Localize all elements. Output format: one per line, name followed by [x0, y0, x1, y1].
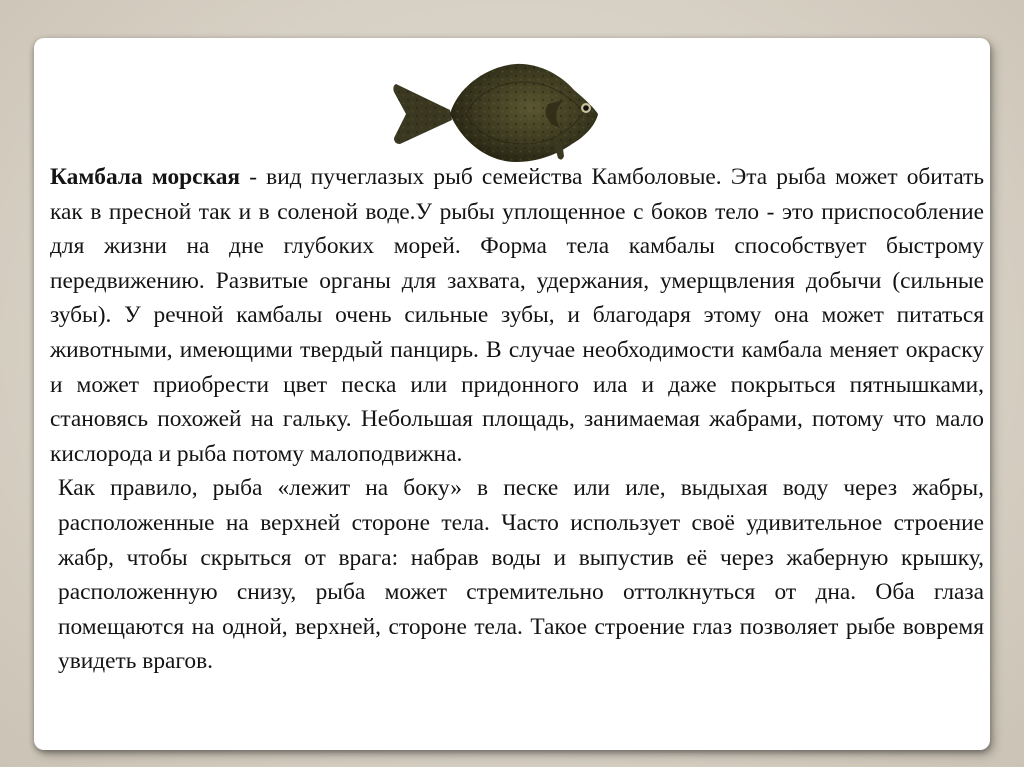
content-card [34, 38, 990, 750]
flounder-fish-icon [388, 38, 606, 166]
paragraph-1 [50, 160, 984, 471]
paragraph-2: Как правило, рыба «лежит на боку» в песке или иле, выдыхая воду через жабры, расположенные на верхней стороне тела. Часто использует своё удивительное строение жабр, чтобы скрыться от врага: набрав воды и выпустив её через жаберную крышку, расположенную снизу, рыба может стремительно оттолкнуться от дна. Оба глаза помещаются на одной, верхней, стороне тела. Такое строение глаз позволяет рыбе вовремя увидеть врагов. [58, 475, 984, 675]
article-text [50, 160, 984, 679]
term-title: Камбала морская [50, 164, 241, 190]
paragraph-1-body: - вид пучеглазых рыб семейства Камболовые. Эта рыба может обитать как в пресной так и в соленой воде.У рыбы уплощенное с боков тело - это приспособление для жизни на дне глубоких морей. Форма тела камбалы способствует быстрому передвижению. Развитые органы для захвата, удержания, умерщвления добычи (сильные зубы). У речной камбалы очень сильные зубы, и благодаря этому она может питаться животными, имеющими твердый панцирь. В случае необходимости камбала меняет окраску и может приобрести цвет песка или придонного ила и даже покрыться пятнышками, становясь похожей на гальку. Небольшая площадь, занимаемая жабрами, потому что мало кислорода и рыба потому малоподвижна. [50, 164, 984, 467]
flounder-fish-image [388, 38, 606, 166]
